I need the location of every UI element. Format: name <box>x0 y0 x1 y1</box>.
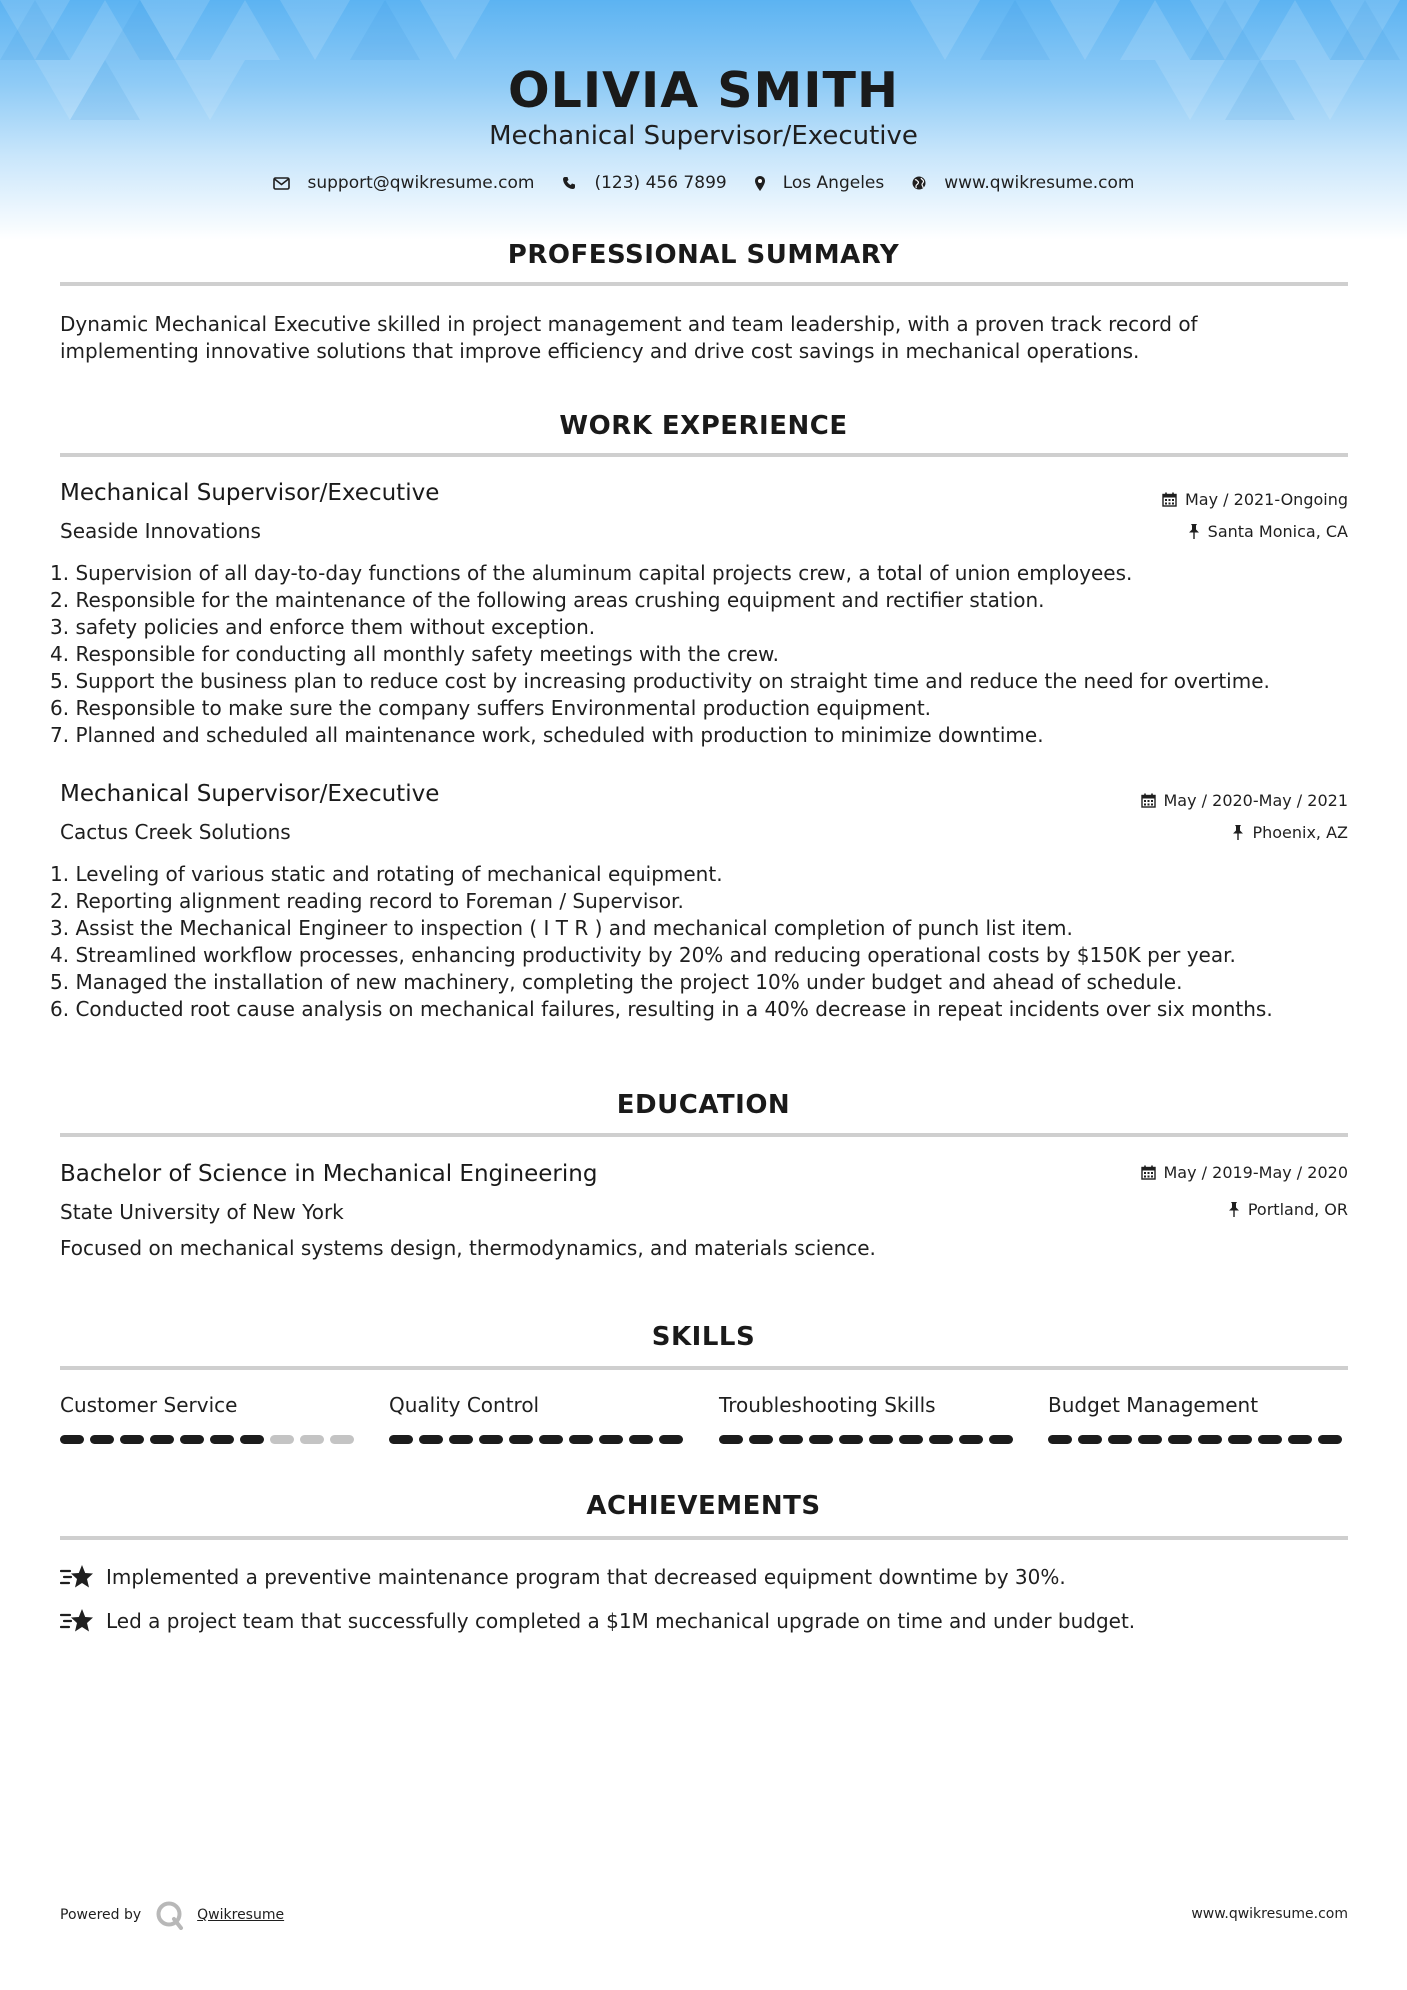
skill-level-segment <box>1258 1435 1282 1444</box>
skill-item <box>719 1393 1019 1444</box>
skill-level-segment <box>719 1435 743 1444</box>
achievement-text: Led a project team that successfully completed a $1M mechanical upgrade on time and under budget. <box>106 1609 1136 1633</box>
skill-level-segment <box>270 1435 294 1444</box>
skill-level-segment <box>180 1435 204 1444</box>
job-2-location <box>1232 823 1348 842</box>
calendar-icon <box>1162 492 1177 507</box>
achievements-heading: ACHIEVEMENTS <box>586 1491 821 1521</box>
list-item: 6. Responsible to make sure the company suffers Environmental production equipment. <box>50 696 932 720</box>
skill-level-segment <box>1228 1435 1252 1444</box>
contact-location <box>755 173 885 193</box>
pushpin-icon <box>1188 524 1200 539</box>
list-item: 7. Planned and scheduled all maintenance work, scheduled with production to minimize downtime. <box>50 723 1044 747</box>
education-description: Focused on mechanical systems design, thermodynamics, and materials science. <box>60 1236 876 1260</box>
globe-icon <box>912 176 926 190</box>
list-item: 3. safety policies and enforce them without exception. <box>50 615 596 639</box>
skill-level-segment <box>300 1435 324 1444</box>
email-text: support@qwikresume.com <box>307 173 535 193</box>
education-degree: Bachelor of Science in Mechanical Engineering <box>60 1161 598 1187</box>
skill-level-segment <box>330 1435 354 1444</box>
skill-level-segment <box>1318 1435 1342 1444</box>
skill-level-segment <box>959 1435 983 1444</box>
skill-level-segment <box>599 1435 623 1444</box>
location-text: Los Angeles <box>782 173 885 193</box>
summary-divider <box>60 282 1348 286</box>
education-dates-text: May / 2019-May / 2020 <box>1163 1163 1348 1182</box>
summary-line-1: Dynamic Mechanical Executive skilled in project management and team leadership, with a proven track record of <box>60 312 1198 336</box>
calendar-icon <box>1141 793 1156 808</box>
list-item: 6. Conducted root cause analysis on mechanical failures, resulting in a 40% decrease in repeat incidents over six months. <box>50 997 1273 1021</box>
skill-level-segment <box>389 1435 413 1444</box>
education-location <box>1228 1200 1348 1219</box>
skill-name: Customer Service <box>60 1393 238 1417</box>
list-item: 5. Support the business plan to reduce cost by increasing productivity on straight time and reduce the need for overtime. <box>50 669 1270 693</box>
skill-level-segment <box>479 1435 503 1444</box>
skill-level-segment <box>60 1435 84 1444</box>
website-text: www.qwikresume.com <box>944 173 1135 193</box>
powered-by-label: Powered by <box>60 1907 142 1923</box>
education-dates <box>1141 1163 1349 1182</box>
phone-icon <box>562 176 576 190</box>
education-location-text: Portland, OR <box>1247 1200 1348 1219</box>
job-1-title: Mechanical Supervisor/Executive <box>60 480 440 506</box>
skill-level-segment <box>779 1435 803 1444</box>
shooting-star-icon <box>60 1563 94 1591</box>
skill-level-meter <box>389 1435 689 1444</box>
skill-level-segment <box>150 1435 174 1444</box>
skill-level-segment <box>449 1435 473 1444</box>
skill-level-segment <box>1198 1435 1222 1444</box>
job-1-dates <box>1162 490 1348 509</box>
pushpin-icon <box>1228 1202 1240 1217</box>
skill-level-meter <box>719 1435 1019 1444</box>
skill-level-segment <box>809 1435 833 1444</box>
skill-name: Budget Management <box>1048 1393 1259 1417</box>
achievement-text: Implemented a preventive maintenance program that decreased equipment downtime by 30%. <box>106 1565 1066 1589</box>
education-school: State University of New York <box>60 1200 344 1224</box>
skill-level-segment <box>419 1435 443 1444</box>
skill-level-segment <box>1048 1435 1072 1444</box>
contact-website[interactable] <box>912 173 1134 193</box>
skill-level-segment <box>1288 1435 1312 1444</box>
skill-level-segment <box>899 1435 923 1444</box>
skill-name: Troubleshooting Skills <box>719 1393 936 1417</box>
phone-text: (123) 456 7899 <box>594 173 727 193</box>
list-item: 1. Supervision of all day-to-day functions of the aluminum capital projects crew, a total of union employees. <box>50 561 1133 585</box>
header-pattern <box>0 0 1407 240</box>
summary-line-2: implementing innovative solutions that improve efficiency and drive cost savings in mechanical operations. <box>60 339 1140 363</box>
skill-level-segment <box>539 1435 563 1444</box>
contact-email[interactable] <box>273 173 535 193</box>
achievement-item <box>60 1607 1135 1635</box>
skill-level-segment <box>659 1435 683 1444</box>
skill-item <box>1048 1393 1348 1444</box>
candidate-title: Mechanical Supervisor/Executive <box>489 121 918 151</box>
job-2-company: Cactus Creek Solutions <box>60 820 291 844</box>
skill-level-meter <box>60 1435 360 1444</box>
skill-level-segment <box>1078 1435 1102 1444</box>
job-2-location-text: Phoenix, AZ <box>1252 823 1348 842</box>
job-1-location-text: Santa Monica, CA <box>1207 522 1348 541</box>
skills-divider <box>60 1366 1348 1370</box>
skill-level-segment <box>1108 1435 1132 1444</box>
skill-level-segment <box>629 1435 653 1444</box>
skill-item <box>389 1393 689 1444</box>
job-1-dates-text: May / 2021-Ongoing <box>1185 490 1348 509</box>
job-2-responsibilities <box>50 861 1360 1023</box>
skill-level-segment <box>120 1435 144 1444</box>
summary-heading: PROFESSIONAL SUMMARY <box>507 240 900 270</box>
job-2-title: Mechanical Supervisor/Executive <box>60 781 440 807</box>
map-pin-icon <box>755 176 765 191</box>
list-item: 2. Reporting alignment reading record to Foreman / Supervisor. <box>50 889 684 913</box>
list-item: 5. Managed the installation of new machinery, completing the project 10% under budget and ahead of schedule. <box>50 970 1183 994</box>
list-item: 2. Responsible for the maintenance of the following areas crushing equipment and rectifier station. <box>50 588 1045 612</box>
skill-level-segment <box>749 1435 773 1444</box>
footer-powered-by <box>60 1900 284 1930</box>
qwikresume-link[interactable]: Qwikresume <box>197 1907 285 1923</box>
job-2-dates <box>1141 791 1349 810</box>
skill-level-meter <box>1048 1435 1348 1444</box>
skill-level-segment <box>509 1435 533 1444</box>
job-2-dates-text: May / 2020-May / 2021 <box>1163 791 1348 810</box>
experience-heading: WORK EXPERIENCE <box>559 411 848 441</box>
job-1-location <box>1188 522 1348 541</box>
skill-level-segment <box>839 1435 863 1444</box>
calendar-icon <box>1141 1165 1156 1180</box>
skill-level-segment <box>869 1435 893 1444</box>
education-heading: EDUCATION <box>616 1090 791 1120</box>
list-item: 1. Leveling of various static and rotating of mechanical equipment. <box>50 862 723 886</box>
footer-website[interactable]: www.qwikresume.com <box>1191 1906 1348 1922</box>
skills-heading: SKILLS <box>651 1322 756 1352</box>
skill-level-segment <box>240 1435 264 1444</box>
skill-level-segment <box>1168 1435 1192 1444</box>
education-divider <box>60 1133 1348 1137</box>
summary-text <box>60 311 1350 365</box>
list-item: 4. Responsible for conducting all monthly safety meetings with the crew. <box>50 642 779 666</box>
envelope-icon <box>273 177 290 190</box>
experience-divider <box>60 453 1348 457</box>
skill-level-segment <box>989 1435 1013 1444</box>
shooting-star-icon <box>60 1607 94 1635</box>
skill-level-segment <box>210 1435 234 1444</box>
contact-bar <box>0 173 1407 193</box>
achievements-divider <box>60 1536 1348 1540</box>
skill-level-segment <box>569 1435 593 1444</box>
resume-header <box>0 0 1407 240</box>
contact-phone[interactable] <box>562 173 726 193</box>
job-1-company: Seaside Innovations <box>60 519 261 543</box>
qwikresume-logo-icon <box>155 1900 185 1930</box>
skill-level-segment <box>90 1435 114 1444</box>
pushpin-icon <box>1232 825 1244 840</box>
skill-level-segment <box>929 1435 953 1444</box>
candidate-name: OLIVIA SMITH <box>508 62 899 119</box>
list-item: 4. Streamlined workflow processes, enhancing productivity by 20% and reducing operational costs by $150K per year. <box>50 943 1236 967</box>
skill-level-segment <box>1138 1435 1162 1444</box>
achievement-item <box>60 1563 1066 1591</box>
skill-item <box>60 1393 360 1444</box>
skill-name: Quality Control <box>389 1393 540 1417</box>
job-1-responsibilities <box>50 560 1360 749</box>
list-item: 3. Assist the Mechanical Engineer to inspection ( I T R ) and mechanical completion of punch list item. <box>50 916 1073 940</box>
